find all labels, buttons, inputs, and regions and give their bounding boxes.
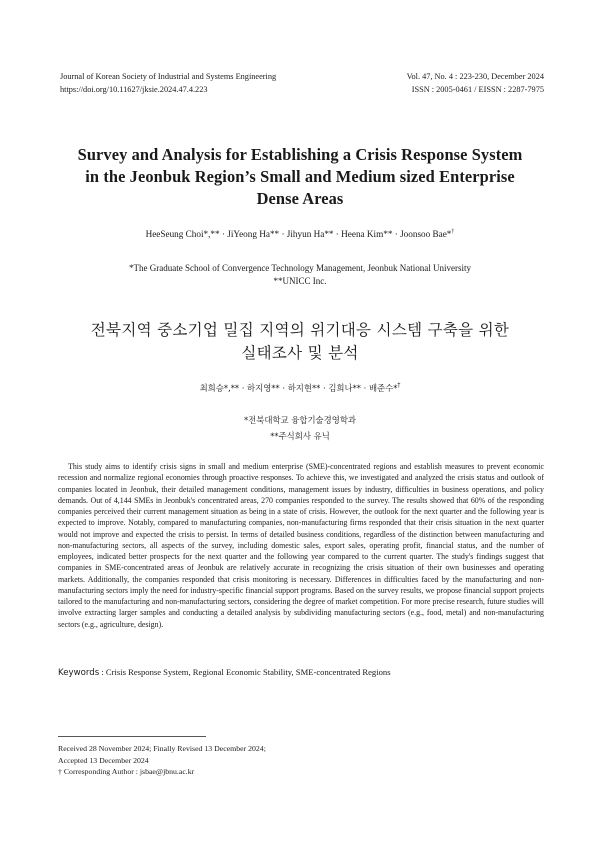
korean-title-line-2: 실태조사 및 분석: [241, 344, 359, 362]
english-title-line-3: Dense Areas: [256, 189, 344, 208]
keywords-label: Keywords: [58, 668, 100, 678]
korean-title-line-1: 전북지역 중소기업 밀집 지역의 위기대응 시스템 구축을 위한: [90, 321, 510, 339]
korean-author-list: 최희승*,** · 하지영** · 하지현** · 김희나** · 배준수*: [199, 383, 398, 393]
keywords-text: Crisis Response System, Regional Economic Stability, SME-concentrated Regions: [105, 667, 391, 677]
journal-name: Journal of Korean Society of Industrial and Systems Engineering: [60, 72, 277, 81]
keywords-separator: :: [99, 667, 106, 677]
english-affiliation-1: *The Graduate School of Convergence Technology Management, Jeonbuk National University: [129, 263, 471, 273]
footnotes: [58, 743, 266, 778]
korean-affiliation-2: **주식회사 유닉: [270, 431, 330, 441]
english-affiliation-2: **UNICC Inc.: [273, 276, 327, 286]
english-title: [40, 144, 560, 210]
corresponding-mark: †: [451, 228, 455, 235]
abstract: This study aims to identify crisis signs in small and medium enterprise (SME)-concentrated regions and establish measures to prevent economic recession and normalize regional economies through proactive responses. To achieve this, we investigated and analyzed the crisis status and outlook of companies located in Jeonbuk, their detailed management conditions, management issues by industry, difficulties in business operations, and policy demands. Out of 4,144 SMEs in Jeonbuk's concentrated areas, 270 companies responded to the survey. The results showed that 60% of the responding companies perceived their current management situation as being in a state of crisis. However, the outlook for the next quarter and the following year is expected to improve. Notably, compared to manufacturing companies, non-manufacturing firms responded that their crisis situation in the next quarter would not improve and expected the crisis to persist. In terms of detailed business conditions, regardless of the distinction between manufacturing and non-manufacturing sectors, all aspects of the survey, including domestic sales, export sales, operating profit, financial status, and the number of employees, indicated better prospects for the next quarter and the following year compared to the current quarter. The study's findings suggest that companies in SME-concentrated areas of Jeonbuk are relatively accurate in recognizing the crisis situation of their own businesses and operating markets. Additionally, the companies responded that crisis monitoring is necessary. Differences in difficulties faced by the manufacturing and non-manufacturing sectors imply the need for industry-specific financial support programs. Based on the survey results, we propose financial support projects tailored to the manufacturing and non-manufacturing sectors, considering the degree of market competition. For more precise research, future studies will involve extracting larger samples and conducting a detailed analysis by subdividing manufacturing sectors (e.g., food, metal) and non-manufacturing sectors (e.g., agriculture, design).: [58, 462, 544, 629]
english-author-list: HeeSeung Choi*,** · JiYeong Ha** · Jihyun Ha** · Heena Kim** · Joonsoo Bae*: [145, 229, 452, 239]
issn-info: ISSN : 2005-0461 / EISSN : 2287-7975: [411, 85, 544, 94]
english-title-line-1: Survey and Analysis for Establishing a Crisis Response System: [77, 145, 523, 164]
korean-authors: [40, 382, 560, 394]
accepted-date: Accepted 13 December 2024: [58, 755, 149, 765]
footnote-divider: [58, 736, 206, 737]
keywords: [58, 667, 391, 678]
corresponding-author: Corresponding Author : jsbae@jbnu.ac.kr: [63, 767, 195, 776]
doi-link[interactable]: https://doi.org/10.11627/jksie.2024.47.4.223: [60, 85, 208, 94]
english-affiliations: [40, 262, 560, 288]
journal-header: [60, 70, 276, 96]
issue-header: [407, 70, 544, 96]
corresponding-author-note: [58, 766, 266, 778]
volume-info: Vol. 47, No. 4 : 223-230, December 2024: [406, 72, 544, 81]
korean-affiliations: [40, 412, 560, 444]
korean-corresponding-mark: †: [397, 382, 401, 390]
dagger-mark: †: [58, 767, 62, 776]
korean-title: [30, 319, 570, 365]
english-authors: [40, 229, 560, 239]
korean-affiliation-1: *전북대학교 융합기술경영학과: [243, 415, 357, 425]
received-date: Received 28 November 2024; Finally Revised 13 December 2024;: [58, 744, 266, 753]
english-title-line-2: in the Jeonbuk Region’s Small and Medium sized Enterprise: [85, 167, 515, 186]
